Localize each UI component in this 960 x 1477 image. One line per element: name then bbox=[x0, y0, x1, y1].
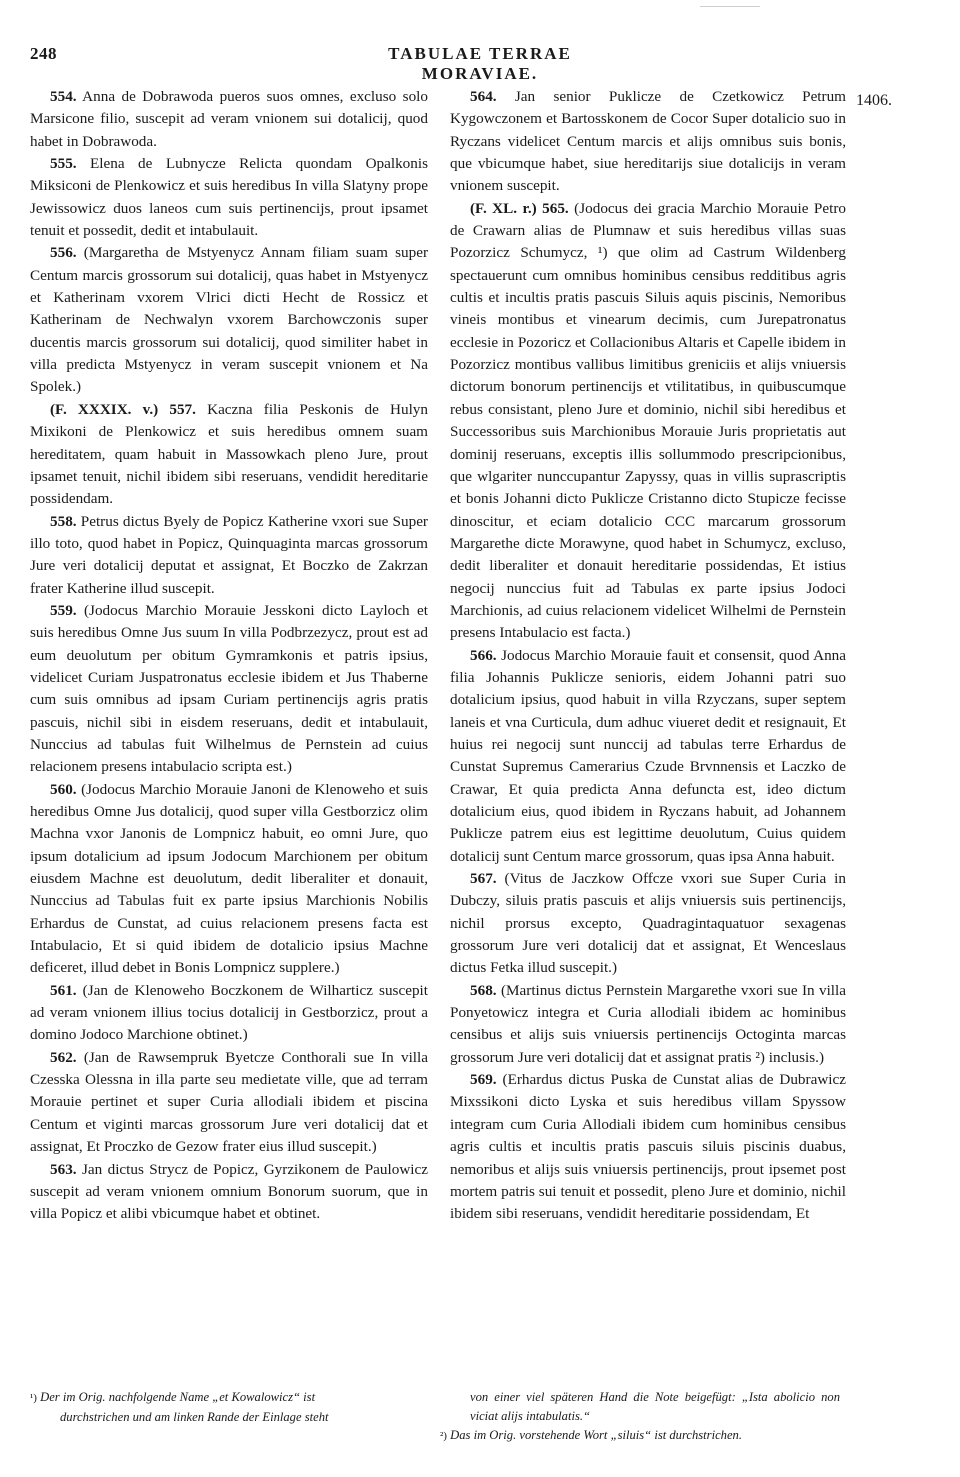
footnote-text: Das im Orig. vorstehende Wort „siluis“ ist durchstrichen. bbox=[450, 1428, 743, 1442]
page-number: 248 bbox=[30, 44, 57, 63]
entry-text: (Jodocus dei gracia Marchio Morauie Petro de Crawarn alias de Plumnaw et suis heredibus villas suas Pozorzicz Schumycz, ¹) que olim ad Castrum Wildenberg spectauerunt cum omnibus hominibus censibus redditibus agris cultis et incultis pratis pascuis Siluis aquis piscinis, Nemoribus vineis montibus et vinearum decimis, cum Jurepatronatus ecclesie in Pozoricz et Collacionibus Altaris et Capelle ibidem in Pozorzicz montibus vallibus limitibus greniciis et alijs vniuersis dictorum bonorum pertinencijs et vtilitatibus, in quibuscumque rebus consistant, pleno Jure et dominio, nichil sibi heredibus et Successoribus suis Marchionibus Morauie Juris proprietatis aut dominij reseruans, exceptis illis sollummodo prescripcionibus, que wlgariter nunccupantur Zapyssy, quas in villis suprascriptis et bonis Johanni dicto Puklicze Cristanno dicto Stupicze fecisse dinoscitur, et eciam dotalicio CCC marcarum grossorum Margarethe dicte Morawyne, quod habet in Schumycz, excluso, dedit liberaliter et donauit hereditarie possidendas, Et istius negocij nunccius fuit ad Tabulas ex parte ipsius Jodoci Marchionis, ad cuius relacionem videlicet Wilhelmi de Pernstein presens Intabulacio est facta.) bbox=[450, 199, 846, 642]
entry-567 bbox=[450, 868, 846, 980]
entry-text: Elena de Lubnycze Relicta quondam Opalkonis Miksiconi de Plenkowicz et suis heredibus In villa Slatyny prope Jewissowicz duos laneos cum suis pertinencijs, prout ipsamet tenuit et possedit, dedit et intabulauit. bbox=[30, 155, 428, 240]
entry-number: 567. bbox=[470, 870, 497, 888]
entry-569 bbox=[450, 1069, 846, 1225]
entry-number: 561. bbox=[50, 981, 77, 999]
entry-text: (Jan de Rawsempruk Byetcze Conthorali sue In villa Czesska Olessna in illa parte seu medietate ville, que ad terram Morauie pertinet et super Curia allodiali ibidem et piscina Centum et viginti marcas grossorum Jure veri dotalicij dat et assignat, Et Proczko de Gezow frater eius illud suscepit.) bbox=[30, 1048, 428, 1156]
footnote-1-continuation: von einer viel späteren Hand die Note beigefügt: „Ista abolicio non viciat alijs intabulatis.“ bbox=[470, 1390, 840, 1423]
footnotes-right bbox=[440, 1388, 840, 1446]
entry-text: (Margaretha de Mstyenycz Annam filiam suam super Centum marcis grossorum sui dotalicij, quas habet in Mstyenycz et Katherinam vxorem Vlrici dicti Hecht de Rossicz et Katherinam de Nechwalyn vxorem Barchowczonis super ducentis marcis grossorum sui dotalicij, quod similiter habet in villa predicta Mstyenycz in veram suscepit vnionem et Na Spolek.) bbox=[30, 244, 428, 396]
entry-560 bbox=[30, 779, 428, 980]
entry-563 bbox=[30, 1159, 428, 1226]
entry-text: Jan senior Puklicze de Czetkowicz Petrum Kygowczonem et Bartosskonem de Cocor Super dotalicio suo in Ryczans videlicet Centum marcis et alijs omnibus suis bonis, que vbicumque habet, siue hereditarijs siue dotalicijs in veram vnionem suscepit. bbox=[450, 88, 846, 195]
entry-564 bbox=[450, 86, 846, 198]
margin-year-note: 1406. bbox=[856, 92, 892, 109]
entry-562 bbox=[30, 1047, 428, 1159]
top-rule bbox=[700, 6, 760, 7]
entry-558 bbox=[30, 511, 428, 600]
entry-text: Anna de Dobrawoda pueros suos omnes, excluso solo Marsicone filio, suscepit ad veram vnionem sui dotalicij, quod habet in Dobrawoda. bbox=[30, 88, 428, 150]
entry-565 bbox=[450, 198, 846, 645]
entry-number: 562. bbox=[50, 1048, 77, 1066]
entry-554 bbox=[30, 86, 428, 153]
footnotes-left bbox=[30, 1388, 430, 1427]
entry-text: (Erhardus dictus Puska de Cunstat alias de Dubrawicz Mixssikoni dicto Lyska et suis heredibus villam Spyssow integram cum Curia Allodiali ibidem cum hominibus censibus agris cultis et incultis pratis pascuis siluis piscinis duabus, nemoribus et alijs suis vniuersis pertinencijs, prout ipsemet post mortem patris sui tenuit et possedit, pleno Jure et dominio, nichil ibidem sibi reseruans, vendidit hereditarie possidendam, Et bbox=[450, 1071, 846, 1223]
entry-text: Petrus dictus Byely de Popicz Katherine vxori sue Super illo toto, quod habet in Popicz, Quinquaginta marcas grossorum Jure veri dotalicij deputat et assignat, Et Boczko de Zakrzan frater Katherine illud suscepit. bbox=[30, 512, 428, 597]
entry-text: (Jan de Klenoweho Boczkonem de Wilharticz suscepit ad veram vnionem illius tocius dotalicij in Gestborzicz, prout a domino Jodoco Marchione obtinet.) bbox=[30, 981, 428, 1044]
entry-text: Jan dictus Strycz de Popicz, Gyrzikonem de Paulowicz suscepit ad veram vnionem omnium Bonorum suorum, que in villa Popicz et alibi vbicumque habet et obtinet. bbox=[30, 1160, 428, 1223]
entry-566 bbox=[450, 645, 846, 868]
entry-number: 558. bbox=[50, 512, 77, 530]
entry-556 bbox=[30, 242, 428, 398]
footnote-marker: ¹) bbox=[30, 1392, 37, 1404]
entry-568 bbox=[450, 980, 846, 1069]
entry-number: (F. XL. r.) 565. bbox=[470, 199, 569, 217]
entry-number: 563. bbox=[50, 1160, 77, 1178]
entry-number: 554. bbox=[50, 88, 77, 105]
footnote-2 bbox=[440, 1426, 840, 1446]
footnote-marker: ²) bbox=[440, 1430, 447, 1442]
entry-text: (Vitus de Jaczkow Offcze vxori sue Super Curia in Dubczy, siluis pratis pascuis et alijs vniuersis suis pertinencijs, nichil prorsus excepto, Quadragintaquatuor sexagenas grossorum Jure veri dotalicij dat et assignat, Et Wenceslaus dictus Fetka illud suscepit.) bbox=[450, 870, 846, 977]
entry-number: 568. bbox=[470, 981, 497, 999]
footnote-1-line-2: durchstrichen und am linken Rande der Einlage steht bbox=[60, 1410, 329, 1424]
entry-559 bbox=[30, 600, 428, 779]
entry-number: 569. bbox=[470, 1071, 497, 1089]
entry-text: Jodocus Marchio Morauie fauit et consensit, quod Anna filia Johannis Puklicze senioris, eidem Johanni patri suo dotalicium ipsius, quod habuit in villa Rzyczans, super septem laneis et vna Curticula, dum adhuc viueret dedit et resignauit, Et huius rei negocij sunt nunccij ad tabulas terre Erhardus de Cunstat Supremus Camerarius Czude Brvnnensis et Laczko de Crawar, Et quia predicta Anna defuncta est, ideo dictum dotalicium eius, quod ibidem in Ryczans habuit, ad Johannem Puklicze patrem eius est legittime deuolutum, Cuius quidem dotalicij sunt Centum marce grossorum, quas ipsa Anna habuit. bbox=[450, 646, 846, 865]
entry-text: Kaczna filia Peskonis de Hulyn Mixikoni de Plenkowicz et suis heredibus omnem suam hereditatem, quam habuit in Massowkach pleno Jure, prout ipsamet tenuit, nichil ibidem sibi reseruans, vendidit hereditarie possidendam. bbox=[30, 400, 428, 508]
entry-561 bbox=[30, 980, 428, 1047]
entry-number: (F. XXXIX. v.) 557. bbox=[50, 400, 196, 418]
footnote-text: Der im Orig. nachfolgende Name „et Kowalowicz“ ist bbox=[40, 1390, 316, 1404]
entry-number: 559. bbox=[50, 601, 77, 619]
entry-557 bbox=[30, 399, 428, 511]
entry-number: 566. bbox=[470, 646, 497, 664]
entry-number: 556. bbox=[50, 244, 77, 262]
entry-number: 555. bbox=[50, 155, 77, 173]
footnote-1-line-1 bbox=[30, 1388, 430, 1408]
entry-text: (Jodocus Marchio Morauie Jesskoni dicto Layloch et suis heredibus Omne Jus suum In villa Podbrzezycz, prout est ad eum deuolutum per obitum Gymramkonis et patris ipsius, videlicet Curiam Juspatronatus ecclesie ibidem et Jus Thaberne cum suis omnibus ad ipsam Curiam pertinencijs agris pratis pascuis, nichil sibi in eisdem reseruans, dedit et intabulauit, Nunccius ad tabulas fuit Wilhelmus de Pernstein ad cuius relacionem presens intabulacio scripta est.) bbox=[30, 601, 428, 776]
page-header bbox=[30, 44, 930, 83]
entry-number: 560. bbox=[50, 780, 77, 798]
running-title: TABULAE TERRAE MORAVIAE. bbox=[388, 44, 572, 83]
right-column bbox=[450, 86, 846, 1226]
entry-text: (Jodocus Marchio Morauie Janoni de Klenoweho et suis heredibus Omne Jus dotalicij, quod super villa Gestborzicz olim Machna vxor Janonis de Lompnicz habuit, eo omni Jure, quo ipsum dotalicium ad ipsum Jodocum Marchionem per obitum eiusdem Machne est deuolutum, dedit liberaliter et donauit, Nunccius ad Tabulas fuit ex parte ipsius Marchionis Nobilis Erhardus de Cunstat, ad cuius relacionem presens facta est Intabulacio, Et si quid ibidem de dotalicio ipsius Machne deficeret, illud debet in Bonis Lompnicz supplere.) bbox=[30, 780, 428, 977]
entry-text: (Martinus dictus Pernstein Margarethe vxori sue In villa Ponyetowicz integra et Curia allodiali ibidem ac hominibus censibus et alijs suis vniuersis pertinencijs Octoginta marcas grossorum Jure veri dotalicij dat et assignat pratis ²) inclusis.) bbox=[450, 981, 846, 1066]
entry-number: 564. bbox=[470, 88, 497, 105]
left-column bbox=[30, 86, 428, 1226]
entry-555 bbox=[30, 153, 428, 242]
